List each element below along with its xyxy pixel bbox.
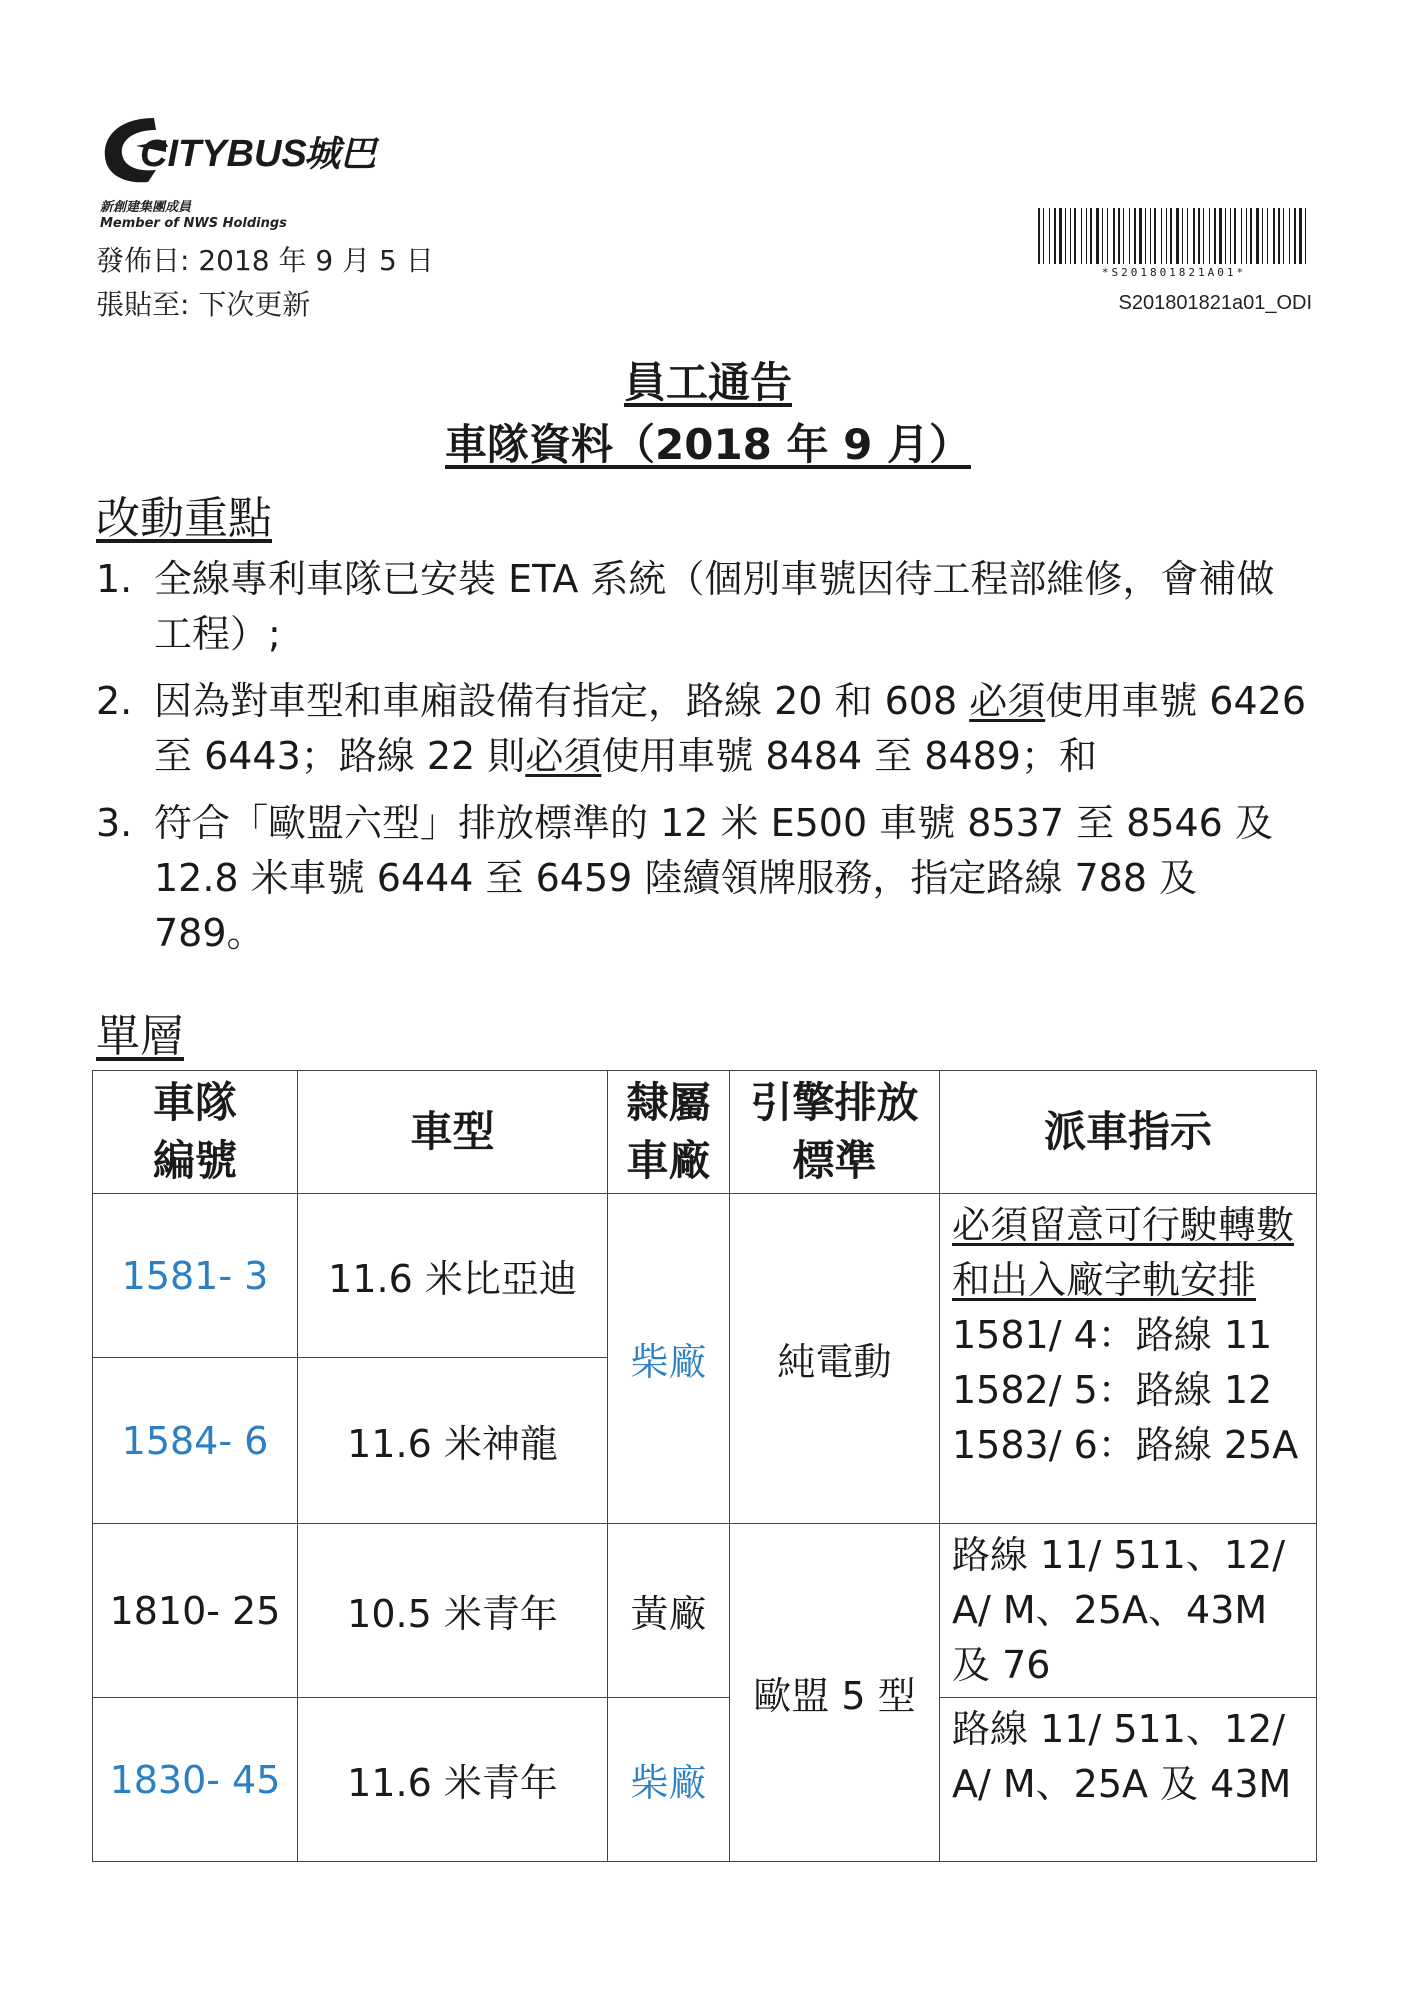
issue-date-label: 發佈日: bbox=[96, 244, 190, 277]
post-until-line bbox=[96, 288, 310, 322]
dispatch-note: 必須留意可行駛轉數和出入廠字軌安排 bbox=[952, 1203, 1295, 1302]
dispatch-line: 1583/ 6：路線 25A bbox=[952, 1423, 1299, 1467]
item-text-part: 因為對車型和車廂設備有指定，路線 20 和 608 bbox=[154, 679, 970, 723]
barcode-bar bbox=[1305, 208, 1306, 264]
barcode-bar bbox=[1139, 208, 1142, 264]
barcode-bar bbox=[1070, 208, 1071, 264]
item-number: 3. bbox=[96, 801, 133, 845]
citybus-logo bbox=[96, 110, 396, 190]
barcode-bar bbox=[1038, 208, 1040, 264]
barcode-bar bbox=[1234, 208, 1236, 264]
svg-text:城巴: 城巴 bbox=[304, 133, 377, 174]
header-model: 車型 bbox=[298, 1071, 608, 1194]
barcode-bar bbox=[1198, 208, 1200, 264]
single-deck-heading: 單層 bbox=[96, 1011, 184, 1062]
barcode-bar bbox=[1225, 208, 1226, 264]
barcode-bar bbox=[1289, 208, 1290, 264]
barcode-bar bbox=[1043, 208, 1044, 264]
barcode-bar bbox=[1054, 208, 1056, 264]
model: 10.5 米青年 bbox=[298, 1524, 608, 1698]
table-header-row bbox=[93, 1071, 1317, 1194]
emphasis-must: 必須 bbox=[525, 734, 602, 778]
barcode-bar bbox=[1118, 208, 1120, 264]
barcode-bar bbox=[1214, 208, 1216, 264]
dispatch bbox=[940, 1194, 1317, 1524]
item-text-part: 使用車號 6426 至 6443；路線 22 則 bbox=[154, 679, 1307, 778]
barcode-bar bbox=[1176, 208, 1179, 264]
barcode-bar bbox=[1086, 208, 1087, 264]
notice-title bbox=[0, 350, 1416, 410]
document-id: S201801821a01_ODI bbox=[1118, 292, 1312, 314]
fleet-no: 1830- 45 bbox=[93, 1698, 298, 1862]
issue-date-line bbox=[96, 244, 434, 278]
barcode-bar bbox=[1256, 208, 1259, 264]
table-row bbox=[93, 1194, 1317, 1358]
barcode-bar bbox=[1150, 208, 1151, 264]
depot: 柴廠 bbox=[608, 1194, 730, 1524]
notice-subtitle-text: 車隊資料（2018 年 9 月） bbox=[445, 420, 971, 469]
barcode-bar bbox=[1145, 208, 1146, 264]
barcode-bar bbox=[1246, 208, 1247, 264]
barcode-bar bbox=[1209, 208, 1210, 264]
item-number: 2. bbox=[96, 679, 133, 723]
item-text: 符合「歐盟六型」排放標準的 12 米 E500 車號 8537 至 8546 及 12.8 米車號 6444 至 6459 陸續領牌服務，指定路線 788 及 789。 bbox=[154, 801, 1273, 955]
item-text: 全線專利車隊已安裝 ETA 系統（個別車號因待工程部維修，會補做工程）; bbox=[154, 557, 1275, 656]
dispatch-line: 1582/ 5：路線 12 bbox=[952, 1368, 1273, 1412]
barcode-bar bbox=[1193, 208, 1195, 264]
barcode-bar bbox=[1203, 208, 1204, 264]
header-fleet-no: 車隊編號 bbox=[93, 1071, 298, 1194]
logo-subtitle bbox=[100, 200, 287, 232]
barcode-bar bbox=[1113, 208, 1115, 264]
table-row bbox=[93, 1524, 1317, 1698]
barcode-bar bbox=[1267, 208, 1268, 264]
logo-subtitle-zh: 新創建集團成員 bbox=[100, 200, 192, 215]
highlights-list bbox=[96, 552, 1312, 973]
list-item bbox=[96, 674, 1312, 784]
dispatch: 路線 11/ 511、12/ A/ M、25A、43M 及 76 bbox=[940, 1524, 1317, 1698]
model: 11.6 米青年 bbox=[298, 1698, 608, 1862]
barcode-bar bbox=[1230, 208, 1231, 264]
svg-text:CITYBUS: CITYBUS bbox=[140, 133, 307, 175]
model: 11.6 米神龍 bbox=[298, 1358, 608, 1524]
post-until: 下次更新 bbox=[198, 288, 311, 321]
fleet-no: 1581- 3 bbox=[93, 1194, 298, 1358]
emphasis-must: 必須 bbox=[969, 679, 1046, 723]
logo-subtitle-en: Member of NWS Holdings bbox=[100, 216, 287, 231]
barcode-bar bbox=[1090, 208, 1092, 264]
barcode-bar bbox=[1283, 208, 1284, 264]
barcode-bar bbox=[1278, 208, 1280, 264]
table-row bbox=[93, 1698, 1317, 1862]
barcode-bar bbox=[1161, 208, 1162, 264]
list-item bbox=[96, 796, 1312, 961]
header-dispatch: 派車指示 bbox=[940, 1071, 1317, 1194]
barcode-bar bbox=[1187, 208, 1188, 264]
item-text-part: 使用車號 8484 至 8489；和 bbox=[601, 734, 1097, 778]
barcode-caption: *S201801821A01* bbox=[1101, 266, 1247, 279]
highlights-heading: 改動重點 bbox=[96, 493, 272, 544]
barcode-bar bbox=[1273, 208, 1275, 264]
barcode-bar bbox=[1262, 208, 1263, 264]
fleet-no: 1584- 6 bbox=[93, 1358, 298, 1524]
barcode-bar bbox=[1102, 208, 1103, 264]
barcode-bar bbox=[1065, 208, 1066, 264]
barcode-bar bbox=[1134, 208, 1136, 264]
barcode-bar bbox=[1219, 208, 1222, 264]
header-engine: 引擎排放標準 bbox=[730, 1071, 940, 1194]
engine: 歐盟 5 型 bbox=[730, 1524, 940, 1862]
barcode-bar bbox=[1074, 208, 1076, 264]
notice-subtitle bbox=[0, 412, 1416, 472]
barcode-bar bbox=[1166, 208, 1167, 264]
barcode-bar bbox=[1250, 208, 1252, 264]
list-item bbox=[96, 552, 1312, 662]
item-number: 1. bbox=[96, 557, 133, 601]
barcode-bar bbox=[1107, 208, 1108, 264]
dispatch-line: 1581/ 4：路線 11 bbox=[952, 1313, 1273, 1357]
single-deck-table bbox=[92, 1070, 1317, 1862]
barcode-bar bbox=[1294, 208, 1296, 264]
dispatch: 路線 11/ 511、12/ A/ M、25A 及 43M bbox=[940, 1698, 1317, 1862]
barcode-bar bbox=[1241, 208, 1242, 264]
engine: 純電動 bbox=[730, 1194, 940, 1524]
barcode-bar bbox=[1049, 208, 1050, 264]
barcode-bar bbox=[1182, 208, 1183, 264]
barcode-bar bbox=[1123, 208, 1124, 264]
barcode-bar bbox=[1096, 208, 1099, 264]
depot: 柴廠 bbox=[608, 1698, 730, 1862]
barcode bbox=[1036, 208, 1312, 264]
post-until-label: 張貼至: bbox=[96, 288, 190, 321]
issue-date: 2018 年 9 月 5 日 bbox=[198, 244, 434, 277]
fleet-no: 1810- 25 bbox=[93, 1524, 298, 1698]
notice-title-text: 員工通告 bbox=[623, 358, 792, 407]
model: 11.6 米比亞迪 bbox=[298, 1194, 608, 1358]
barcode-bar bbox=[1059, 208, 1062, 264]
barcode-bar bbox=[1129, 208, 1130, 264]
barcode-bar bbox=[1299, 208, 1302, 264]
header-depot: 隸屬車廠 bbox=[608, 1071, 730, 1194]
barcode-bar bbox=[1081, 208, 1082, 264]
barcode-bar bbox=[1154, 208, 1156, 264]
depot: 黃廠 bbox=[608, 1524, 730, 1698]
barcode-bar bbox=[1170, 208, 1172, 264]
